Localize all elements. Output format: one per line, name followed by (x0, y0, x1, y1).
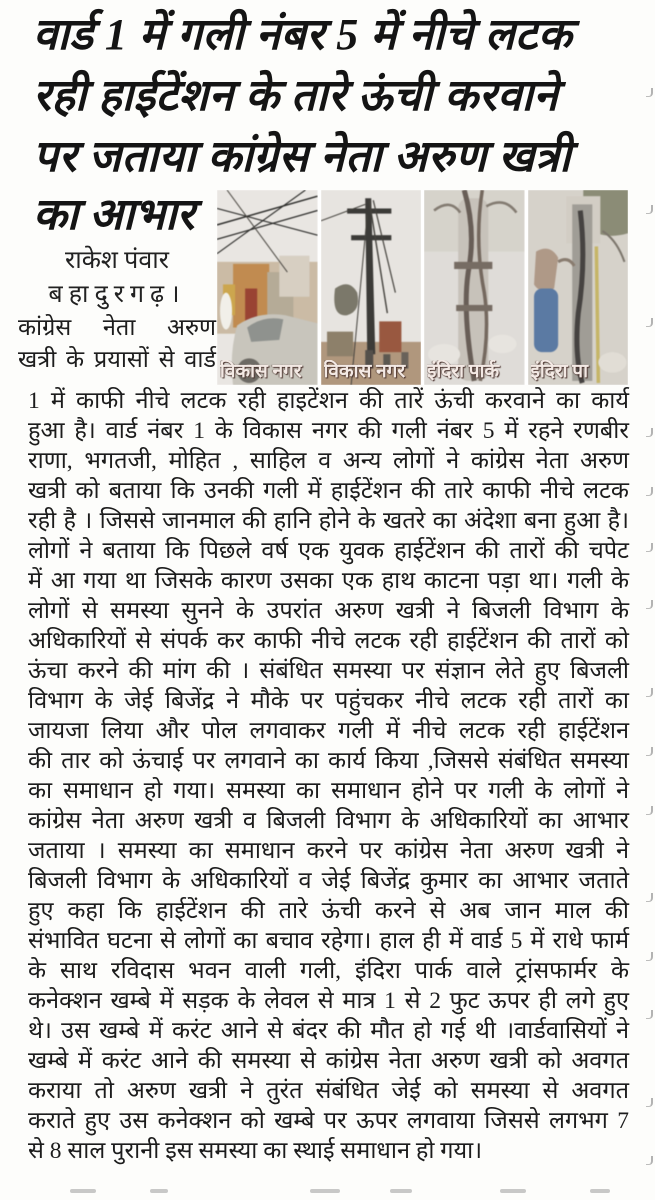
body-text-line: अधिकारियों से संपर्क कर काफी नीचे लटक रही हाईटेंशन की तारों को (28, 628, 629, 654)
intro-line-2: खत्री के प्रयासों से वार्ड (18, 347, 216, 373)
pole-worker-photo-art (528, 190, 629, 385)
intro-line-1: कांग्रेस नेता अरुण (18, 315, 216, 341)
body-text-line: ऊंचा करने की मांग की । संबंधित समस्या पर संज्ञान लेते हुए बिजली (28, 658, 629, 684)
headline-line-1: वार्ड 1 में गली नंबर 5 में नीचे लटक (33, 10, 573, 59)
photo-caption: इंदिरा पार्क (427, 361, 500, 382)
photo-vikas-nagar-pole (321, 190, 422, 385)
dateline: बहादुरगढ़। (48, 281, 186, 308)
body-text-line: थे। उस खम्बे में करंट आने से बंदर की मौत हो गई थी ।वार्डवासियों ने (28, 1018, 629, 1044)
body-text-line: हुआ है। वार्ड नंबर 1 के विकास नगर की गली नंबर 5 में रहने रणबीर (28, 418, 629, 444)
byline-column (18, 244, 216, 376)
body-text-line: खम्बे में करंट आने की समस्या से कांग्रेस नेता अरुण खत्री को अवगत (28, 1048, 629, 1074)
body-text-line: जायजा लिया और पोल लगवाकर गली में नीचे लटक रही हाईटेंशन (28, 718, 629, 744)
body-text-line: बिजली विभाग के अधिकारियों व जेई बिजेंद्र कुमार का आभार जताते (28, 868, 629, 894)
electric-pole-photo-art (321, 190, 422, 385)
body-text-line: लोगों से समस्या सुनने के उपरांत अरुण खत्री ने बिजली विभाग के (28, 598, 629, 624)
body-text-line: कराते हुए उस कनेक्शन को खम्बे पर ऊपर लगवाया जिससे लगभग 7 (28, 1108, 629, 1134)
body-text-line: संभावित घटना से लोगों का बचाव रहेगा। हाल ही में वार्ड 5 में राधे फार्म (28, 928, 629, 954)
photo-indira-park-pole-closeup (424, 190, 525, 385)
body-text-line: विभाग के जेई बिजेंद्र ने मौके पर पहुंचकर नीचे लटक रही तारों का (28, 688, 629, 714)
clipping-edge-fragments (641, 0, 655, 1200)
body-text-line: से 8 साल पुरानी इस समस्या का स्थाई समाधान हो गया। (28, 1138, 483, 1164)
photo-indira-park-pole-worker (528, 190, 629, 385)
photo-caption: विकास नगर (323, 361, 406, 382)
body-text-line: कनेक्शन खम्बे में सड़क के लेवल से मात्र 1 से 2 फुट ऊपर ही लगे हुए (28, 988, 629, 1014)
body-text-line: 1 में काफी नीचे लटक रही हाइटेंशन की तारें ऊंची करवाने का कार्य (28, 388, 629, 414)
photo-strip (217, 190, 628, 385)
body-text-line: का समाधान हो गया। समस्या का समाधान होने पर गली के लोगों ने (28, 778, 629, 804)
body-text-line: लोगों ने बताया कि पिछले वर्ष एक युवक हाईटेंशन की तारों की चपेट (28, 538, 629, 564)
body-text-line: रही है । जिससे जानमाल की हानि होने के खतरे का अंदेशा बना हुआ है। (28, 508, 629, 534)
headline-line-4: का आभार (33, 190, 195, 239)
headline-line-2: रही हाईटेंशन के तारे ऊंची करवाने (33, 71, 559, 120)
body-text-line: कांग्रेस नेता अरुण खत्री व बिजली विभाग के अधिकारियों का आभार (28, 808, 629, 834)
street-wires-car-photo-art (217, 190, 318, 385)
headline-line-3: पर जताया कांग्रेस नेता अरुण खत्री (33, 132, 572, 181)
reporter-name: राकेश पंवार (65, 247, 169, 274)
article-headline (33, 4, 625, 187)
body-text-line: हुए कहा कि हाईटेंशन की तारे ऊंची करने से अब जान माल की (28, 898, 629, 924)
bottom-cutoff-glyphs (60, 1187, 635, 1195)
pole-cables-photo-art (424, 190, 525, 385)
body-text-line: राणा, भगतजी, मोहित , साहिल व अन्य लोगों ने कांग्रेस नेता अरुण (28, 448, 629, 474)
photo-caption: इंदिरा पा (530, 361, 588, 382)
body-text-line: कराया तो अरुण खत्री ने तुरंत संबंधित जेई को समस्या से अवगत (28, 1078, 629, 1104)
body-text-line: खत्री को बताया कि उनकी गली में हाईटेंशन की तारे काफी नीचे लटक (28, 478, 629, 504)
photo-caption: विकास नगर (220, 361, 302, 382)
body-text-line: जताया । समस्या का समाधान करने पर कांग्रेस नेता अरुण खत्री ने (28, 838, 629, 864)
body-text-line: के साथ रविदास भवन वाली गली, इंदिरा पार्क वाले ट्रांसफार्मर के (28, 958, 629, 984)
article-body (28, 386, 629, 1166)
body-text-line: की तार को ऊंचाई पर लगवाने का कार्य किया ,जिससे संबंधित समस्या (28, 748, 629, 774)
photo-vikas-nagar-street (217, 190, 318, 385)
body-text-line: में आ गया था जिसके कारण उसका एक हाथ काटना पड़ा था। गली के (28, 568, 629, 594)
